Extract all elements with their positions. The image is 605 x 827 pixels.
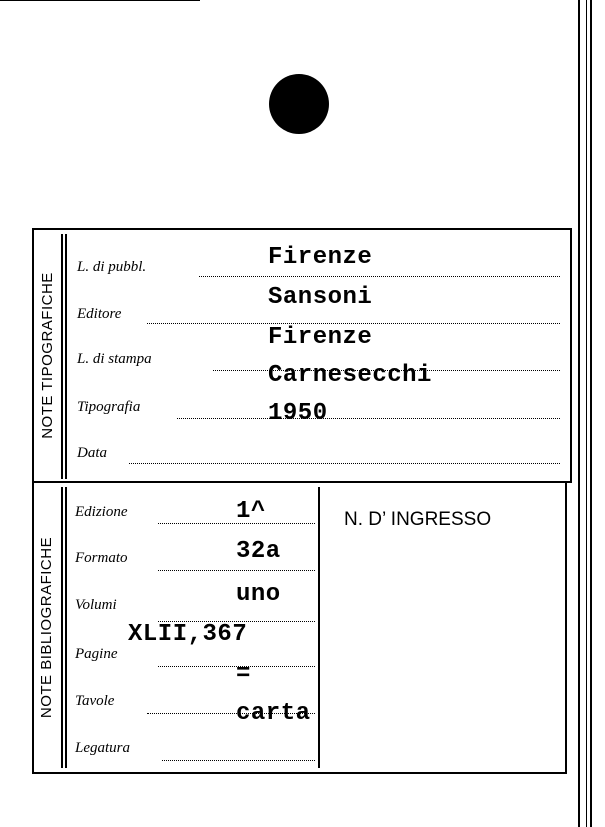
line-legatura	[162, 760, 315, 761]
label-tavole: Tavole	[75, 693, 115, 709]
label-luogo-stampa: L. di stampa	[77, 351, 152, 367]
value-tipografia: Carnesecchi	[268, 362, 432, 389]
label-volumi: Volumi	[75, 597, 117, 613]
tipografiche-divider-2	[65, 234, 67, 479]
label-legatura: Legatura	[75, 740, 131, 756]
line-tipografia	[177, 418, 560, 419]
value-luogo-pubblicazione: Firenze	[268, 244, 373, 271]
card-right-edge-inner	[586, 0, 587, 827]
ingresso-label: N. D’ INGRESSO	[344, 509, 492, 530]
label-editore: Editore	[77, 306, 122, 322]
label-luogo-pubblicazione: L. di pubbl.	[77, 259, 147, 275]
label-data: Data	[77, 445, 107, 461]
label-formato: Formato	[75, 550, 128, 566]
card-right-edge	[578, 0, 580, 827]
bibliografiche-title: NOTE BIBLIOGRAFICHE	[38, 536, 56, 719]
card-right-edge-outer	[590, 0, 592, 827]
line-luogo-pubblicazione	[199, 276, 560, 277]
value-luogo-stampa: Firenze	[268, 324, 373, 351]
tipografiche-title: NOTE TIPOGRAFICHE	[38, 272, 56, 439]
value-edizione: 1^	[236, 498, 266, 525]
value-pagine: XLII,367	[128, 621, 248, 648]
label-tipografia: Tipografia	[77, 399, 141, 415]
label-pagine: Pagine	[75, 646, 118, 662]
card-top-edge	[0, 0, 200, 1]
label-edizione: Edizione	[75, 504, 128, 520]
value-legatura: carta	[236, 700, 311, 727]
value-volumi: uno	[236, 581, 281, 608]
line-data	[129, 463, 560, 464]
value-editore: Sansoni	[268, 284, 373, 311]
ingresso-divider	[318, 487, 320, 768]
value-data: 1950	[268, 400, 328, 427]
line-formato	[158, 570, 315, 571]
value-tavole: =	[236, 661, 251, 688]
value-formato: 32a	[236, 538, 281, 565]
bibliografiche-divider-2	[65, 487, 67, 768]
punch-hole	[269, 74, 329, 134]
